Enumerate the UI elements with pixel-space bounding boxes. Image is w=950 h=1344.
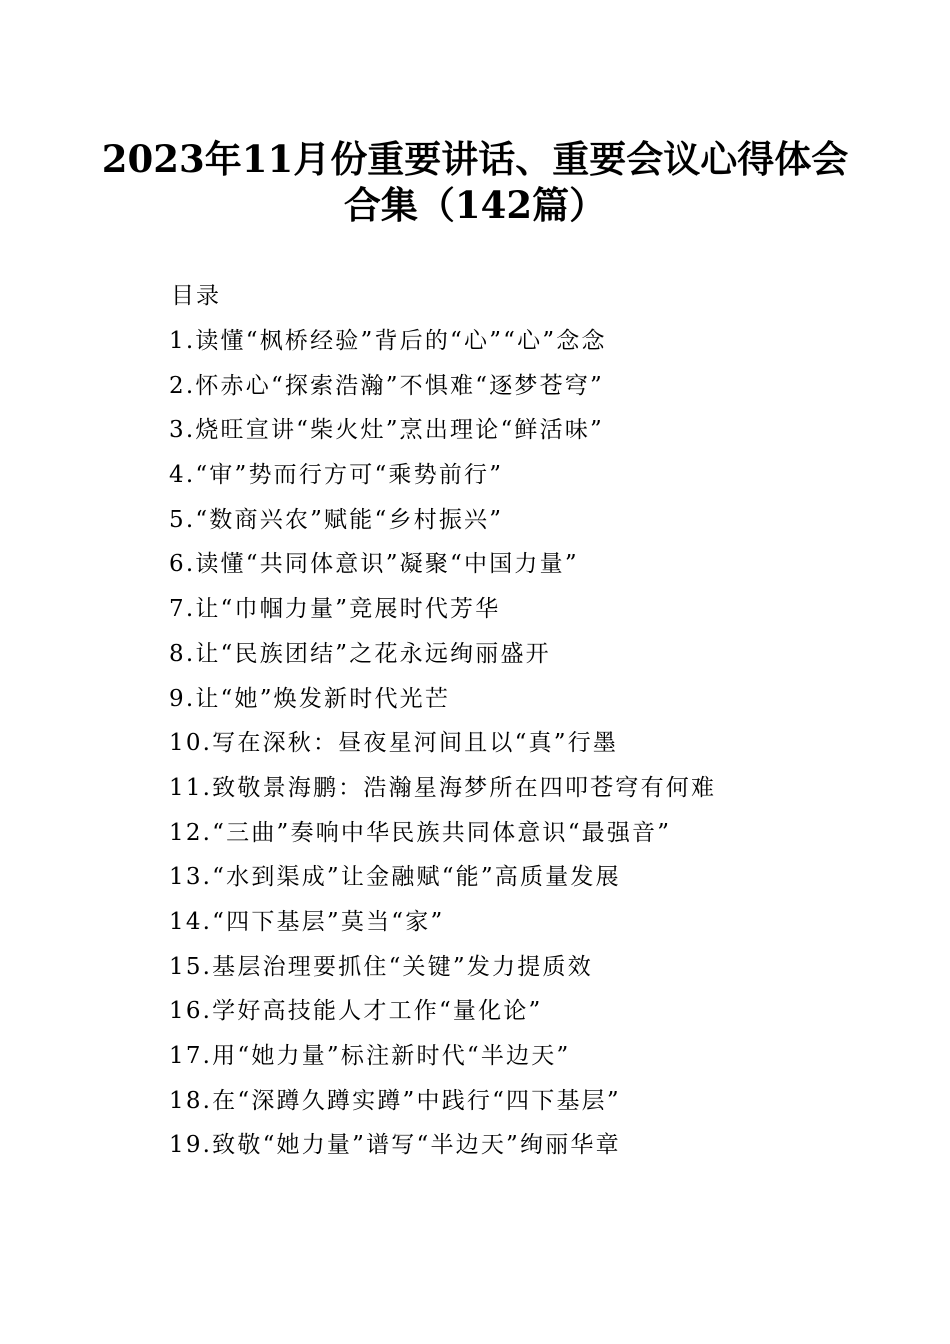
toc-item: 12.“三曲”奏响中华民族共同体意识“最强音”: [169, 819, 672, 846]
toc-item: 15.基层治理要抓住“关键”发力提质效: [169, 953, 593, 980]
toc-item: 10.写在深秋：昼夜星河间且以“真”行墨: [169, 730, 619, 757]
toc-item: 6.读懂“共同体意识”凝聚“中国力量”: [169, 551, 579, 578]
toc-list: [169, 323, 869, 1172]
title-line-2: 合集（142篇）: [343, 183, 607, 227]
toc-item: 2.怀赤心“探索浩瀚”不惧难“逐梦苍穹”: [169, 372, 604, 399]
toc-item: 3.烧旺宣讲“柴火灶”烹出理论“鲜活味”: [169, 417, 604, 444]
title-line-1: 2023年11月份重要讲话、重要会议心得体会: [101, 137, 849, 181]
document-title: [0, 136, 950, 228]
toc-item: 16.学好高技能人才工作“量化论”: [169, 998, 543, 1025]
toc-item: 1.读懂“枫桥经验”背后的“心”“心”念念: [169, 328, 607, 354]
toc-heading: 目录: [171, 283, 221, 309]
toc-item: 18.在“深蹲久蹲实蹲”中践行“四下基层”: [169, 1087, 621, 1114]
toc-item: 13.“水到渠成”让金融赋“能”高质量发展: [169, 864, 621, 891]
toc-item: 14.“四下基层”莫当“家”: [169, 908, 445, 935]
toc-item: 17.用“她力量”标注新时代“半边天”: [169, 1043, 571, 1069]
toc-item: 8.让“民族团结”之花永远绚丽盛开: [169, 640, 551, 667]
toc-item: 5.“数商兴农”赋能“乡村振兴”: [169, 506, 504, 533]
toc-item: 4.“审”势而行方可“乘势前行”: [169, 462, 504, 489]
toc-item: 9.让“她”焕发新时代光芒: [169, 685, 451, 712]
toc-item: 7.让“巾帼力量”竞展时代芳华: [169, 596, 501, 623]
toc-item: 19.致敬“她力量”谱写“半边天”绚丽华章: [169, 1132, 621, 1159]
toc-item: 11.致敬景海鹏：浩瀚星海梦所在四叩苍穹有何难: [169, 774, 717, 801]
